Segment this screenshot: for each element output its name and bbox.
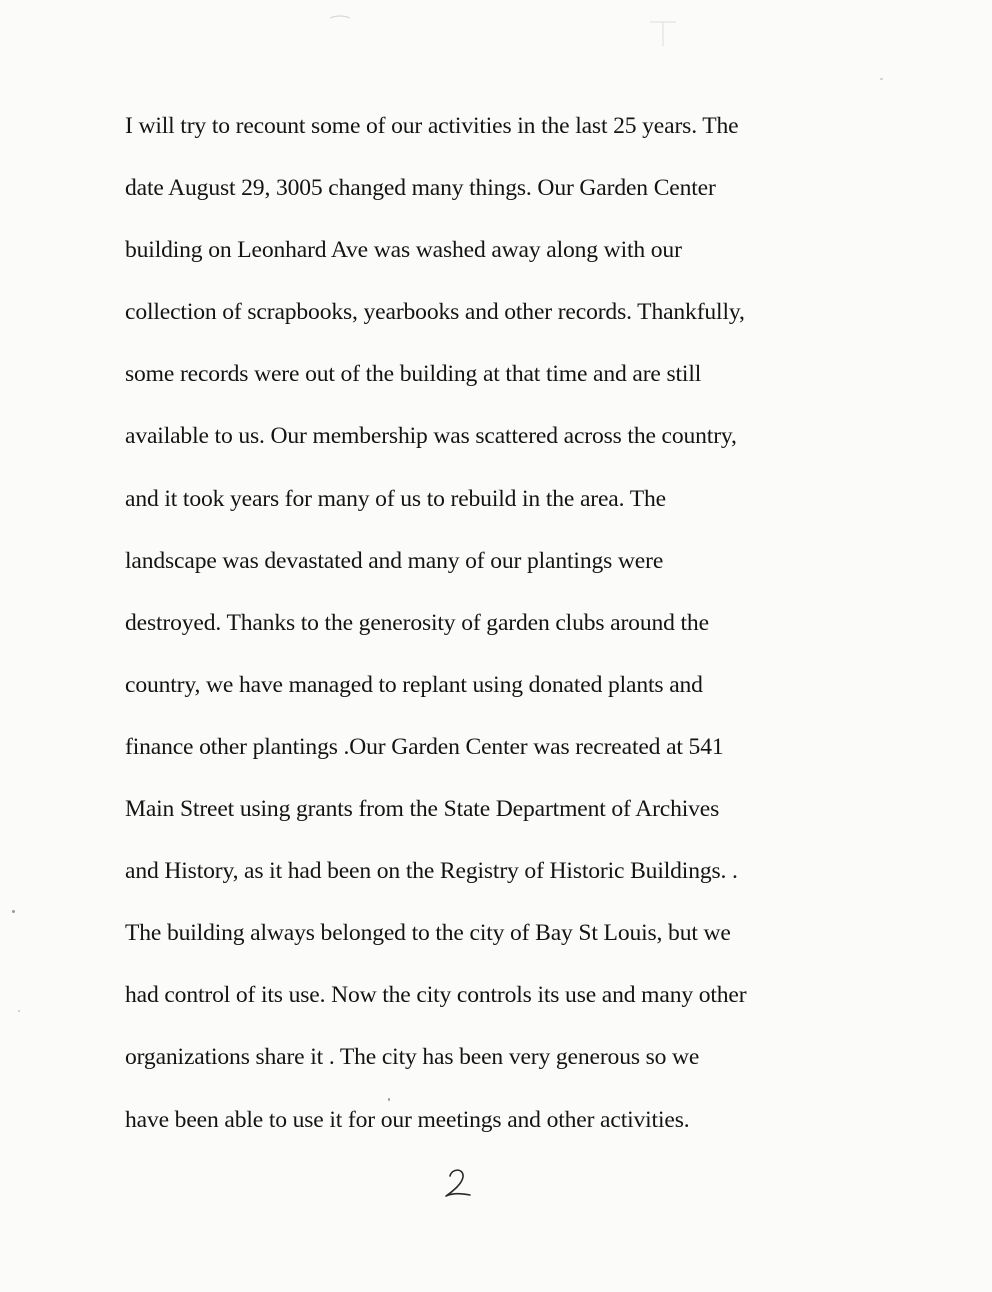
text-line: collection of scrapbooks, yearbooks and other records. Thankfully, (125, 299, 745, 326)
text-line: landscape was devastated and many of our plantings were (125, 547, 664, 574)
text-line: had control of its use. Now the city controls its use and many other (125, 982, 747, 1009)
text-line: available to us. Our membership was scattered across the country, (125, 423, 737, 450)
text-line: and it took years for many of us to rebuild in the area. The (125, 485, 666, 512)
text-line: date August 29, 3005 changed many things. Our Garden Center (125, 175, 716, 202)
text-line: building on Leonhard Ave was washed away along with our (125, 237, 682, 264)
text-line: The building always belonged to the city of Bay St Louis, but we (125, 920, 731, 947)
paper-speck (880, 78, 883, 80)
text-line: have been able to use it for our meetings and other activities. (125, 1106, 690, 1133)
text-line: Main Street using grants from the State Department of Archives (125, 796, 720, 823)
text-line: I will try to recount some of our activities in the last 25 years. The (125, 113, 739, 139)
text-line: country, we have managed to replant using donated plants and (125, 671, 703, 698)
text-line: and History, as it had been on the Registry of Historic Buildings. . (125, 858, 738, 885)
text-line: destroyed. Thanks to the generosity of garden clubs around the (125, 609, 709, 636)
scan-marks (0, 0, 992, 60)
text-line: organizations share it . The city has been very generous so we (125, 1044, 700, 1071)
paper-speck (12, 910, 15, 913)
paper-speck (18, 1010, 20, 1012)
text-line: some records were out of the building at that time and are still (125, 361, 702, 388)
handwritten-page-number (0, 1166, 992, 1196)
body-text (125, 106, 865, 1162)
text-line: finance other plantings .Our Garden Center was recreated at 541 (125, 733, 724, 760)
